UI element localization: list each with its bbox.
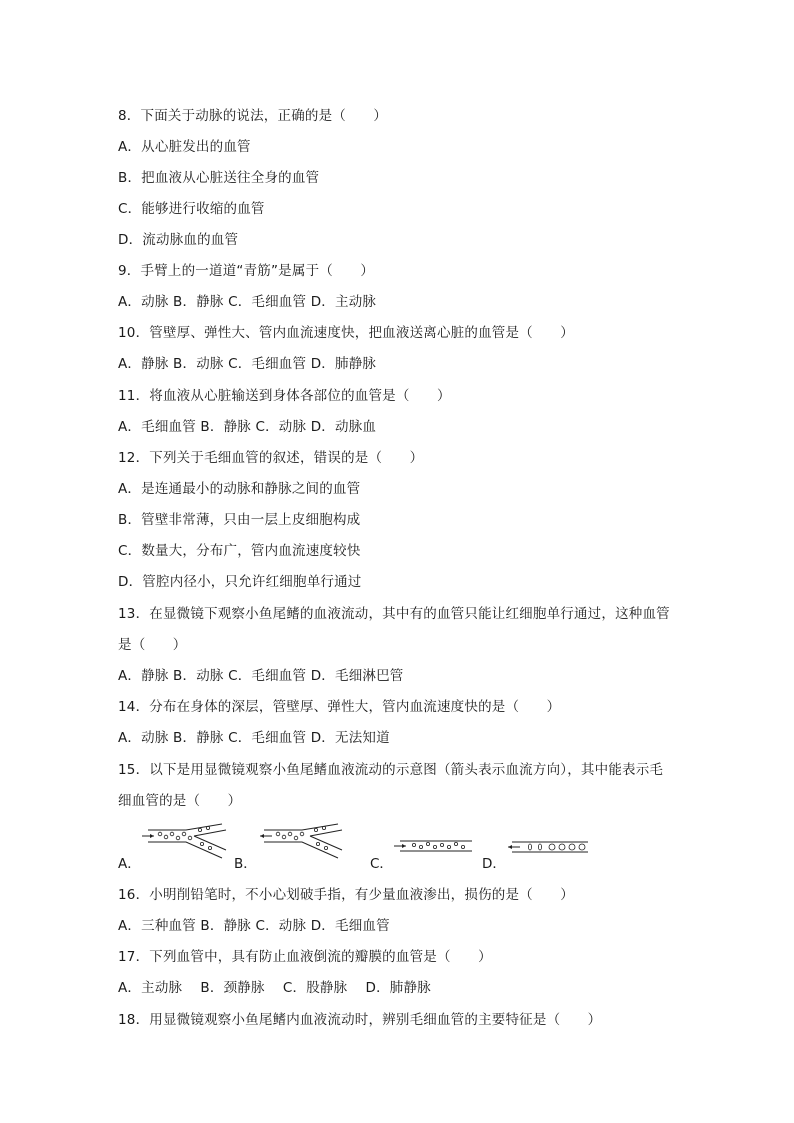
question-13-stem-line-2: 是（ ） [118,637,187,653]
question-15-stem-line-1: 15．以下是用显微镜观察小鱼尾鳍血液流动的示意图（箭头表示血流方向），其中能表示毛 [118,762,664,778]
question-9-options: A．动脉 B．静脉 C．毛细血管 D．主动脉 [118,294,377,310]
question-11-options: A．毛细血管 B．静脉 C．动脉 D．动脉血 [118,419,377,435]
question-10-options: A．静脉 B．动脉 C．毛细血管 D．肺静脉 [118,356,377,372]
question-15-stem-line-2: 细血管的是（ ） [118,793,242,809]
question-8-option-c: C．能够进行收缩的血管 [118,201,265,217]
question-12-option-d: D．管腔内径小，只允许红细胞单行通过 [118,574,362,590]
question-8-option-a: A．从心脏发出的血管 [118,139,251,155]
figure-c-label: C． [370,856,393,872]
question-14-options: A．动脉 B．静脉 C．毛细血管 D．无法知道 [118,730,390,746]
figure-d-label: D． [482,856,506,872]
question-9-stem: 9．手臂上的一道道“青筋”是属于（ ） [118,263,375,279]
question-17-options: A．主动脉 B．颈静脉 C．股静脉 D．肺静脉 [118,980,431,996]
question-18-stem: 18．用显微镜观察小鱼尾鳍内血液流动时，辨别毛细血管的主要特征是（ ） [118,1012,602,1028]
figure-d-capillary [506,838,590,858]
question-14-stem: 14．分布在身体的深层，管壁厚、弹性大，管内血流速度快的是（ ） [118,699,561,715]
question-16-options: A．三种血管 B．静脉 C．动脉 D．毛细血管 [118,918,390,934]
question-12-option-c: C．数量大，分布广，管内血流速度较快 [118,543,361,559]
figure-c-straight-vessel [394,836,474,860]
question-12-option-b: B．管壁非常薄，只由一层上皮细胞构成 [118,512,361,528]
question-13-stem-line-1: 13．在显微镜下观察小鱼尾鳍的血液流动，其中有的血管只能让红细胞单行通过，这种血管 [118,606,670,622]
question-8-stem: 8．下面关于动脉的说法，正确的是（ ） [118,108,388,124]
figure-b-label: B． [234,856,257,872]
question-11-stem: 11．将血液从心脏输送到身体各部位的血管是（ ） [118,388,451,404]
figure-a-diverging-vessel [142,822,232,862]
question-10-stem: 10．管壁厚、弹性大、管内血流速度快，把血液送离心脏的血管是（ ） [118,325,574,341]
question-12-option-a: A．是连通最小的动脉和静脉之间的血管 [118,481,361,497]
figure-b-converging-vessel [258,822,348,862]
question-12-stem: 12．下列关于毛细血管的叙述，错误的是（ ） [118,450,424,466]
question-8-option-d: D．流动脉血的血管 [118,232,239,248]
figure-a-label: A． [118,856,141,872]
question-13-options: A．静脉 B．动脉 C．毛细血管 D．毛细淋巴管 [118,668,404,684]
question-15-figures [118,822,638,870]
question-8-option-b: B．把血液从心脏送往全身的血管 [118,170,320,186]
question-16-stem: 16．小明削铅笔时，不小心划破手指，有少量血液渗出，损伤的是（ ） [118,887,574,903]
question-17-stem: 17．下列血管中，具有防止血液倒流的瓣膜的血管是（ ） [118,949,492,965]
